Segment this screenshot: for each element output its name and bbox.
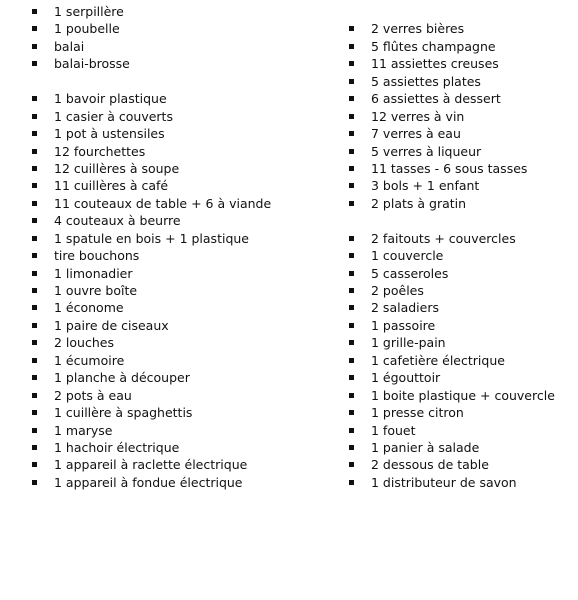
square-bullet-icon	[349, 445, 354, 450]
list-item-text: 1 limonadier	[54, 265, 133, 281]
square-bullet-icon	[349, 201, 354, 206]
list-item-text: 5 casseroles	[371, 265, 449, 281]
list-item	[349, 195, 574, 212]
list-item	[32, 334, 332, 351]
list-item-text: 12 cuillères à soupe	[54, 160, 180, 176]
square-bullet-icon	[32, 462, 37, 467]
square-bullet-icon	[32, 26, 37, 31]
list-item	[32, 108, 332, 125]
list-item	[32, 177, 332, 194]
list-item-text: 4 couteaux à beurre	[54, 213, 181, 229]
list-item	[349, 38, 574, 55]
list-item-text: balai	[54, 38, 85, 54]
list-item-text: 1 grille-pain	[371, 335, 446, 351]
list-item-text: 7 verres à eau	[371, 126, 461, 142]
list-item-text: 2 faitouts + couvercles	[371, 230, 516, 246]
square-bullet-icon	[32, 358, 37, 363]
square-bullet-icon	[32, 61, 37, 66]
square-bullet-icon	[349, 183, 354, 188]
list-item	[32, 299, 332, 316]
list-item	[32, 265, 332, 282]
square-bullet-icon	[349, 114, 354, 119]
list-item	[349, 265, 574, 282]
list-item	[32, 317, 332, 334]
square-bullet-icon	[32, 340, 37, 345]
list-item-text: 11 cuillères à café	[54, 178, 169, 194]
list-item-text: 3 bols + 1 enfant	[371, 178, 480, 194]
square-bullet-icon	[349, 462, 354, 467]
list-item-text: 1 paire de ciseaux	[54, 317, 169, 333]
list-item	[32, 3, 332, 20]
list-item-text: 5 flûtes champagne	[371, 38, 496, 54]
square-bullet-icon	[349, 253, 354, 258]
list-item	[32, 474, 332, 491]
list-item-text: 1 cuillère à spaghettis	[54, 405, 193, 421]
list-item	[349, 160, 574, 177]
list-item	[349, 55, 574, 72]
square-bullet-icon	[349, 393, 354, 398]
list-item-text: 12 fourchettes	[54, 143, 146, 159]
list-item	[349, 143, 574, 160]
square-bullet-icon	[349, 236, 354, 241]
square-bullet-icon	[349, 96, 354, 101]
list-item	[32, 38, 332, 55]
list-item-text: 2 louches	[54, 335, 114, 351]
list-item-text: 1 presse citron	[371, 405, 464, 421]
list-item-text: 1 fouet	[371, 422, 416, 438]
list-item-text: 2 pots à eau	[54, 387, 132, 403]
list-item	[349, 282, 574, 299]
list-item	[32, 247, 332, 264]
list-item-text: 1 casier à couverts	[54, 108, 173, 124]
list-item-text: 2 plats à gratin	[371, 195, 467, 211]
list-item	[32, 195, 332, 212]
square-bullet-icon	[32, 288, 37, 293]
square-bullet-icon	[349, 271, 354, 276]
list-item	[349, 230, 574, 247]
list-item-text: 1 maryse	[54, 422, 113, 438]
square-bullet-icon	[349, 340, 354, 345]
list-item-text: 1 économe	[54, 300, 124, 316]
square-bullet-icon	[32, 44, 37, 49]
square-bullet-icon	[349, 410, 354, 415]
list-item	[32, 387, 332, 404]
square-bullet-icon	[32, 114, 37, 119]
list-item-text: 1 planche à découper	[54, 370, 190, 386]
square-bullet-icon	[32, 375, 37, 380]
square-bullet-icon	[32, 271, 37, 276]
square-bullet-icon	[349, 61, 354, 66]
list-item	[32, 422, 332, 439]
list-item-text: 1 appareil à fondue électrique	[54, 474, 243, 490]
list-item-text: 6 assiettes à dessert	[371, 91, 501, 107]
square-bullet-icon	[349, 131, 354, 136]
square-bullet-icon	[32, 131, 37, 136]
square-bullet-icon	[32, 183, 37, 188]
list-spacer	[349, 212, 574, 229]
list-item	[349, 369, 574, 386]
square-bullet-icon	[349, 305, 354, 310]
list-item-text: 2 poêles	[371, 283, 424, 298]
square-bullet-icon	[32, 428, 37, 433]
list-item	[32, 160, 332, 177]
list-item-text: 1 ouvre boîte	[54, 283, 138, 298]
list-item	[349, 299, 574, 316]
list-item-text: 1 appareil à raclette électrique	[54, 457, 248, 473]
list-item	[349, 474, 574, 491]
square-bullet-icon	[32, 149, 37, 154]
list-item	[349, 73, 574, 90]
list-item	[349, 90, 574, 107]
list-item	[32, 125, 332, 142]
list-spacer	[349, 3, 574, 20]
list-item	[349, 125, 574, 142]
square-bullet-icon	[349, 166, 354, 171]
square-bullet-icon	[32, 445, 37, 450]
list-item-text: 1 distributeur de savon	[371, 474, 517, 490]
list-item	[349, 439, 574, 456]
square-bullet-icon	[32, 253, 37, 258]
square-bullet-icon	[349, 79, 354, 84]
list-item-text: 1 cafetière électrique	[371, 352, 505, 368]
list-item	[32, 456, 332, 473]
list-item	[349, 108, 574, 125]
list-item	[349, 352, 574, 369]
list-item	[349, 317, 574, 334]
list-item	[32, 20, 332, 37]
square-bullet-icon	[32, 236, 37, 241]
list-item-text: 1 écumoire	[54, 352, 125, 368]
list-item	[349, 20, 574, 37]
square-bullet-icon	[32, 166, 37, 171]
list-item-text: 11 assiettes creuses	[371, 56, 499, 72]
list-item	[32, 369, 332, 386]
list-item-text: 1 poubelle	[54, 21, 120, 37]
list-item-text: 1 égouttoir	[371, 370, 441, 386]
list-item-text: 2 dessous de table	[371, 457, 489, 473]
square-bullet-icon	[349, 428, 354, 433]
list-item-text: 1 serpillère	[54, 4, 124, 19]
list-item-text: balai-brosse	[54, 56, 130, 72]
list-item-text: 5 verres à liqueur	[371, 143, 482, 159]
square-bullet-icon	[32, 410, 37, 415]
square-bullet-icon	[349, 149, 354, 154]
square-bullet-icon	[32, 393, 37, 398]
list-item-text: 11 couteaux de table + 6 à viande	[54, 195, 272, 211]
square-bullet-icon	[349, 480, 354, 485]
square-bullet-icon	[349, 358, 354, 363]
list-item-text: 1 couvercle	[371, 248, 444, 264]
list-item-text: 1 spatule en bois + 1 plastique	[54, 230, 249, 246]
list-item-text: 1 panier à salade	[371, 439, 480, 455]
list-item-text: tire bouchons	[54, 248, 140, 264]
list-item	[349, 387, 574, 404]
list-item-text: 1 pot à ustensiles	[54, 126, 165, 142]
list-item-text: 1 hachoir électrique	[54, 439, 180, 455]
square-bullet-icon	[349, 44, 354, 49]
list-item-text: 2 saladiers	[371, 300, 439, 316]
list-item	[349, 334, 574, 351]
list-item-text: 2 verres bières	[371, 21, 465, 37]
list-item-text: 1 passoire	[371, 317, 436, 333]
list-item-text: 1 bavoir plastique	[54, 91, 167, 107]
list-item	[32, 55, 332, 72]
list-spacer	[32, 73, 332, 90]
square-bullet-icon	[349, 26, 354, 31]
list-item	[349, 404, 574, 421]
square-bullet-icon	[32, 9, 37, 14]
list-item	[349, 177, 574, 194]
square-bullet-icon	[32, 201, 37, 206]
list-item	[349, 247, 574, 264]
list-item	[32, 352, 332, 369]
square-bullet-icon	[32, 480, 37, 485]
list-item	[32, 230, 332, 247]
square-bullet-icon	[349, 288, 354, 293]
square-bullet-icon	[32, 305, 37, 310]
list-item-text: 12 verres à vin	[371, 108, 465, 124]
list-item	[349, 456, 574, 473]
list-item	[32, 143, 332, 160]
square-bullet-icon	[32, 218, 37, 223]
list-item	[32, 404, 332, 421]
list-item	[32, 90, 332, 107]
square-bullet-icon	[32, 96, 37, 101]
square-bullet-icon	[349, 323, 354, 328]
list-item	[32, 282, 332, 299]
list-item	[349, 422, 574, 439]
square-bullet-icon	[349, 375, 354, 380]
inventory-list-left	[32, 3, 332, 491]
list-item-text: 1 boite plastique + couvercle	[371, 387, 555, 403]
list-item	[32, 212, 332, 229]
list-item-text: 5 assiettes plates	[371, 73, 481, 89]
inventory-list-right	[349, 3, 574, 491]
square-bullet-icon	[32, 323, 37, 328]
list-item	[32, 439, 332, 456]
list-item-text: 11 tasses - 6 sous tasses	[371, 160, 528, 176]
